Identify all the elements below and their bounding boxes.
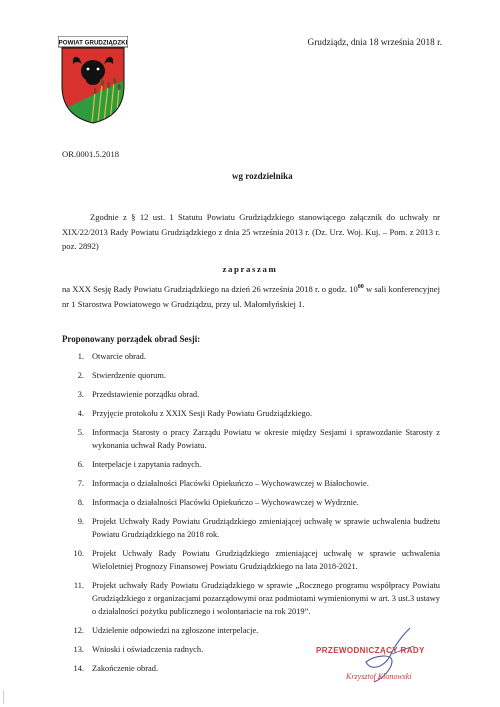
- crest-banner-text: POWIAT GRUDZIĄDZKI: [58, 39, 128, 47]
- agenda-item: [62, 477, 440, 490]
- agenda-item-number: 12.: [73, 626, 84, 635]
- agenda-item-number: 9.: [77, 517, 84, 526]
- agenda-item-text: Projekt Uchwały Rady Powiatu Grudziądzkiego zmieniającej uchwałę w sprawie uchwalenia budżetu Powiatu Grudziądzkiego na 2018 rok.: [92, 517, 440, 539]
- agenda-item: [62, 496, 440, 509]
- agenda-item-text: Informacja o działalności Placówki Opiekuńczo – Wychowawczej w Białochowie.: [92, 479, 369, 488]
- invitation-heading: zapraszam: [222, 264, 278, 274]
- agenda-title: Proponowany porządek obrad Sesji:: [62, 334, 201, 344]
- reference-number: OR.0001.5.2018: [62, 149, 120, 159]
- agenda-item-number: 6.: [77, 460, 84, 469]
- stamp-title: PRZEWODNICZĄCY RADY: [316, 646, 425, 655]
- time-minutes-superscript: 00: [357, 284, 364, 290]
- place-and-date: Grudziądz, dnia 18 września 2018 r.: [307, 38, 442, 48]
- agenda-item-text: Wnioski i oświadczenia radnych.: [92, 645, 204, 654]
- invitation-paragraph: [62, 280, 440, 311]
- invitation-text-before: na XXX Sesję Rady Powiatu Grudziądzkiego na dzień 26 września 2018 r. o godz. 10: [62, 284, 358, 294]
- agenda-item: [62, 515, 440, 541]
- agenda-item-number: 7.: [77, 479, 84, 488]
- scan-margin-mark: [3, 690, 4, 704]
- agenda-item-number: 3.: [77, 390, 84, 399]
- invitation-text-after: w sali konferencyjnej nr 1 Starostwa Powiatowego w Grudziądzu, przy ul. Małomłyńskiej 1.: [62, 284, 440, 309]
- agenda-item-number: 13.: [73, 645, 84, 654]
- legal-basis-paragraph: Zgodnie z § 12 ust. 1 Statutu Powiatu Grudziądzkiego stanowiącego załącznik do uchwały nr XIX/22/2013 Rady Powiatu Grudziądzkiego z dnia 25 września 2013 r. (Dz. Urz. Woj. Kuj. – Pom. z 2013 r. poz. 2892): [62, 212, 440, 251]
- agenda-item-number: 4.: [77, 409, 84, 418]
- agenda-item-text: Projekt uchwały Rady Powiatu Grudziądzkiego w sprawie „Rocznego programu współpracy Powiatu Grudziądzkiego z organizacjami pozarządowymi oraz podmiotami wymienionymi w art. 3 ust.3 ustawy o działalności pożytku publicznego i wolontariacie na rok 2019”.: [92, 581, 440, 616]
- agenda-item-text: Stwierdzenie quorum.: [92, 371, 166, 380]
- addressee-line: wg rozdzielnika: [232, 171, 293, 181]
- agenda-item-text: Informacja o działalności Placówki Opiekuńczo – Wychowawczej w Wydrznie.: [92, 498, 359, 507]
- agenda-item: [62, 350, 440, 363]
- agenda-item-text: Informacja Starosty o pracy Zarządu Powiatu w okresie między Sesjami i sprawozdanie Starosty z wykonania uchwał Rady Powiatu.: [92, 428, 440, 450]
- agenda-item-text: Interpelacje i zapytania radnych.: [92, 460, 202, 469]
- agenda-item: [62, 426, 440, 452]
- agenda-item-text: Zakończenie obrad.: [92, 664, 159, 673]
- stamp-name: Krzysztof Klonowski: [346, 672, 412, 681]
- agenda-item-text: Przyjęcie protokołu z XXIX Sesji Rady Powiatu Grudziądzkiego.: [92, 409, 313, 418]
- agenda-item-text: Otwarcie obrad.: [92, 352, 146, 361]
- agenda-item: [62, 579, 440, 618]
- agenda-item: [62, 388, 440, 401]
- agenda-item: [62, 407, 440, 420]
- agenda-item: [62, 369, 440, 382]
- agenda-item-number: 1.: [77, 352, 84, 361]
- agenda-item-number: 8.: [77, 498, 84, 507]
- agenda-item-number: 11.: [73, 581, 84, 590]
- agenda-item-text: Projekt Uchwały Rady Powiatu Grudziądzkiego zmieniającej uchwałę w sprawie uchwalenia Wieloletniej Prognozy Finansowej Powiatu Grudziądzkiego na lata 2018-2021.: [92, 549, 440, 571]
- agenda-item-number: 10.: [73, 549, 84, 558]
- agenda-item-number: 5.: [77, 428, 84, 437]
- agenda-item: [62, 458, 440, 471]
- coat-of-arms-logo: [58, 36, 128, 124]
- agenda-item-number: 14.: [73, 664, 84, 673]
- agenda-item-number: 2.: [77, 371, 84, 380]
- agenda-item-text: Udzielenie odpowiedzi na zgłoszone interpelacje.: [92, 626, 259, 635]
- agenda-item: [62, 547, 440, 573]
- agenda-item-text: Przedstawienie porządku obrad.: [92, 390, 200, 399]
